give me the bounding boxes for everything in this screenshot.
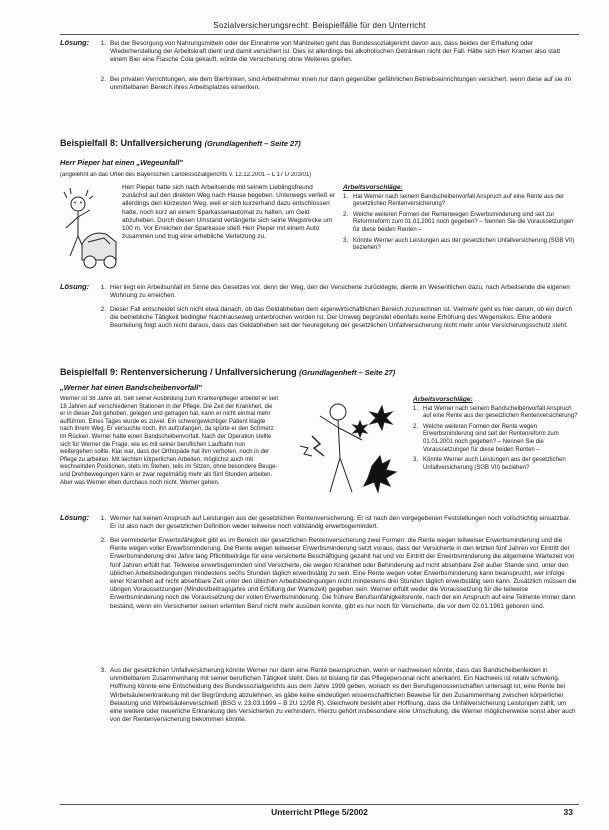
- section-title-text: Beispielfall 9: Rentenversicherung / Unfallversicherung: [60, 367, 297, 377]
- item-number: 1.: [100, 284, 106, 291]
- solution-label: Lösung:: [60, 38, 90, 47]
- task-item: 3. Könnte Werner auch Leistungen aus der gesetzlichen Unfallversicherung (SGB VII) beziehen?: [413, 457, 566, 471]
- car-accident-illustration: [60, 184, 118, 278]
- item-number: 2.: [100, 306, 106, 313]
- solution-paragraph: Werner hat keinen Anspruch auf Leistungen aus der gesetzlichen Rentenversicherung. Er ist nach den vorgegebenen Feststellungen noch vollschichtig einsatzbar. Er ist also nach der gesetzlichen Definition weder teilweise noch vollständig erwerbsgemindert.: [110, 515, 571, 531]
- section-subtitle: (Grundlagenheft – Seite 27): [299, 368, 396, 377]
- item-number: 2.: [100, 76, 106, 83]
- item-number: 1.: [100, 40, 106, 47]
- magazine-issue: Unterricht Pflege 5/2002: [271, 807, 368, 817]
- case-story: Herr Pieper hatte sich nach Arbeitsende mit seinem Lieblingsfreund zunächst auf den direkten Weg nach Hause begeben. Unterwegs verließ er allerdings den kürzesten Weg, weil er sich kurzerhand dazu entschlossen hatte, noch kurz an einem Sparkassenautomat zu halten, um Geld abzuheben. Durch diesen Umstand verlängerte sich seine Wegstrecke um 100 m. Vor Erreichen der Sparkasse stieß Herr Pieper mit einem Auto zusammen und trug eine erhebliche Verletzung zu.: [122, 184, 336, 241]
- solution-paragraph: Bei der Besorgung von Nahrungsmitteln oder der Einnahme von Mahlzeiten geht das Bundessozialgericht davon aus, dass beides der Erhaltung oder Wiederherstellung der Arbeitskraft dient und damit versichert ist. Dies ist allerdings bei alkoholischen Getränken nicht der Fall. Hätte sich Herr Kramer also statt einem Bier eine Flasche Cola gekauft, würde die Versicherung ohne Weiteres greifen.: [110, 40, 561, 64]
- item-number: 1.: [100, 515, 106, 522]
- tasks-heading: Arbeitsvorschläge:: [413, 396, 473, 403]
- page-footer: [60, 804, 579, 819]
- solution-paragraph: Dieser Fall entscheidet sich nicht etwa danach, ob das Geldabheben dem eigenwirtschaftlichen Bereich zuzurechnen ist. Vielmehr geht es hier darum, ob ein durch die betriebliche Tätigkeit bedingter Nachhauseweg unterbrochen worden ist. Der Umweg begründet ebenfalls keine Erhöhung des Wegerisikos. Eine andere Beurteilung folgt auch nicht daraus, dass das Geldabheben seit der Neuregelung der gesetzlichen Unfallversicherung nicht mehr unter Versicherungsschutz steht.: [110, 306, 573, 330]
- section-title-text: Beispielfall 8: Unfallversicherung: [60, 138, 203, 148]
- solution-paragraph: Hier liegt ein Arbeitsunfall im Sinne des Gesetzes vor, denn der Weg, den der Versicherte zurücklegte, diente im Wesentlichen dazu, nach Arbeitsende die eigenen Wohnung zu erreichen.: [110, 284, 570, 300]
- page-header: [60, 20, 579, 35]
- task-item: 1. Hat Werner nach seinem Bandscheibenvorfall Anspruch auf eine Rente aus der gesetzlichen Rentenversicherung?: [343, 193, 565, 208]
- solution-paragraph: Bei privaten Verrichtungen, wie dem Biertrinken, sind Arbeitnehmer innen nur dann gegenüber gefährlichen Betriebseinrichtungen versichert, wenn diese auf sie im unmittelbaren Bereich ihres Arbeitsplatzes einwirken.: [110, 76, 572, 92]
- solution-paragraph: Bei verminderter Erwerbsfähigkeit gibt es im Bereich der gesetzlichen Rentenversicherung zwei Formen: die Rente wegen teilweiser Erwerbsminderung und die Rente wegen voller Erwerbsminderung. Die Rente wegen teilweiser Erwerbsminderung setzt voraus, dass der Versicherte in den letzten fünf Jahren vor Eintritt der Erwerbsminderung drei Jahre lang Pflichtbeiträge für eine versicherte Beschäftigung gezahlt hat und vor Eintritt der Erwerbsminderung die allgemeine Wartezeit von fünf Jahren erfüllt hat. Teilweise erwerbsgemindert sind Versicherte, die wegen Krankheit oder Behinderung auf nicht absehbare Zeit außer Stande sind, unter den üblichen Arbeitsbedingungen mindestens sechs Stunden täglich erwerbstätig zu sein. Eine Rente wegen voller Erwerbsminderung kann beansprucht, wer infolge einer Krankheit auf nicht absehbare Zeit unter den üblichen Arbeitsbedingungen nicht mindestens drei Stunden täglich erwerbstätig sein kann. Zusätzlich müssen die übrigen Voraussetzungen (Mindestbeitragsjahre und Erfüllung der Wartezeit) gegeben sein. Werner erfüllt weder die Voraussetzung für die teilweise Erwerbsminderung noch die Voraussetzung der vollen Erwerbsminderung. Die frühere Berufsunfähigkeitsrente, nach der ein Anspruch auf eine Teilrente immer dann bestand, wenn ein Versicherter seinen erlernten Beruf nicht mehr ausüben konnte, gibt es nur noch für Versicherte, die vor dem 02.01.1961 geboren sind.: [110, 537, 577, 610]
- tasks-box: [413, 396, 579, 512]
- task-item: 3. Könnte Werner auch Leistungen aus der gesetzlichen Unfallversicherung (SGB VII) beziehen?: [343, 237, 575, 252]
- item-number: 2.: [100, 537, 106, 544]
- page-number: 33: [563, 807, 573, 817]
- solution-label: Lösung:: [60, 282, 90, 291]
- case-title: Herr Pieper hat einen „Wegeunfall": [60, 158, 183, 167]
- back-pain-illustration: [282, 396, 408, 500]
- case-title: „Werner hat einen Bandscheibenvorfall": [60, 383, 202, 392]
- header-title: Sozialversicherungsrecht: Beispielfälle für den Unterricht: [213, 21, 426, 30]
- item-number: 3.: [100, 667, 106, 674]
- solution-label: Lösung:: [60, 513, 90, 522]
- case-source: (angelehnt an das Urteil des Bayerischen Landessozialgerichts v. 12.12.2001 – L 17 U 203/01): [60, 172, 312, 178]
- section-title-case-9: [60, 367, 395, 378]
- section-title-case-8: [60, 138, 301, 149]
- tasks-heading: Arbeitsvorschläge:: [343, 184, 403, 191]
- solution-paragraph: Aus der gesetzlichen Unfallversicherung könnte Werner nur dann eine Rente beanspruchen, wenn er nachweisen könnte, dass das Bandscheibenleiden in unmittelbarem Zusammenhang mit seiner beruflichen Tätigkeit steht. Dies ist bislang für das Pflegepersonal nicht anerkannt. Ein Nachweis ist relativ schwierig. Hoffnung könnte eine Entscheidung des Bundessozialgerichts aus dem Jahre 1999 geben, wonach es den Berufsgenossenschaften untersagt ist, eine Rente bei Wirbelsäulenerkrankung mit der Begründung abzulehnen, es gäbe keine eindeutigen wissenschaftlichen Beweise für den Zusammenhang zwischen körperlicher Belastung und Wirbelsäulenverschleiß (BSG v. 23.03.1999 – B 2U 12/98 R). Gleichwohl besteht aber Hoffnung, dass die Unfallversicherung Leistungen zahlt, um eine weitere oder neuerliche Erkrankung des Versicherten zu verhindern. Hierzu gehört insbesondere eine Umschulung, die Werner möglicherweise sonst aber auch von der Rentenversicherung bekommen könnte.: [110, 667, 576, 724]
- task-item: 2. Welche weiteren Formen der Rentenwegen Erwerbsminderung sind seit zur Reformreform zum 01.01.2001 noch gegeben? – Nennen Sie die Voraussetzungen für diese beiden Renten –: [343, 211, 574, 233]
- task-item: 1. Hat Werner nach seinem Bandscheibenvorfall Anspruch auf eine Rente aus der gesetzlichen Rentenversicherung?: [413, 405, 578, 420]
- task-item: 2. Welche weiteren Formen der Rente wegen Erwerbsminderung sind seit der Rentenreform zum 01.01.2001 noch gegeben? – Nennen Sie die Voraussetzungen für diese beiden Renten –: [413, 423, 559, 453]
- section-subtitle: (Grundlagenheft – Seite 27): [204, 139, 301, 148]
- case-story: Werner ist 38 Jahre alt. Seit seiner Ausbildung zum Krankenpfleger arbeitet er seit 18 Jahren auf verschiedenen Stationen in der Pflege. Die Zeit der Krankheit, die er in dieser Zeit gehoben, gelegen und getragen hat, kann er nicht einmal mehr aufführen. Eines Tages wurde es zuviel. Ein schwergewichtiger Patient klagte nach ihrem Weg. Er versuchte noch, ihn aufzufangen, da spürte er den Schmerz im Rücken. Werner hatte einen Bandscheibenvorfall. Nach der Operation stellte sich für Werner die Frage, wie es mit seiner beruflichen Laufbahn nun weitergehen sollte. Klar war, dass der Orthopäde hat ihm verboten, noch in der Pflege zu arbeiten. Mit leichten körperlichen Arbeiten, möglichst auch mit wechselnden Positionen, stets im Stehen, teils im Sitzen, ohne besondere Beuge- und Drehbewegungen kann er zwar regelmäßig mehr als fünf Stunden arbeiten. Aber was Werner eben durchaus noch nicht. Werner gehen.: [60, 396, 278, 486]
- tasks-box: [343, 184, 579, 272]
